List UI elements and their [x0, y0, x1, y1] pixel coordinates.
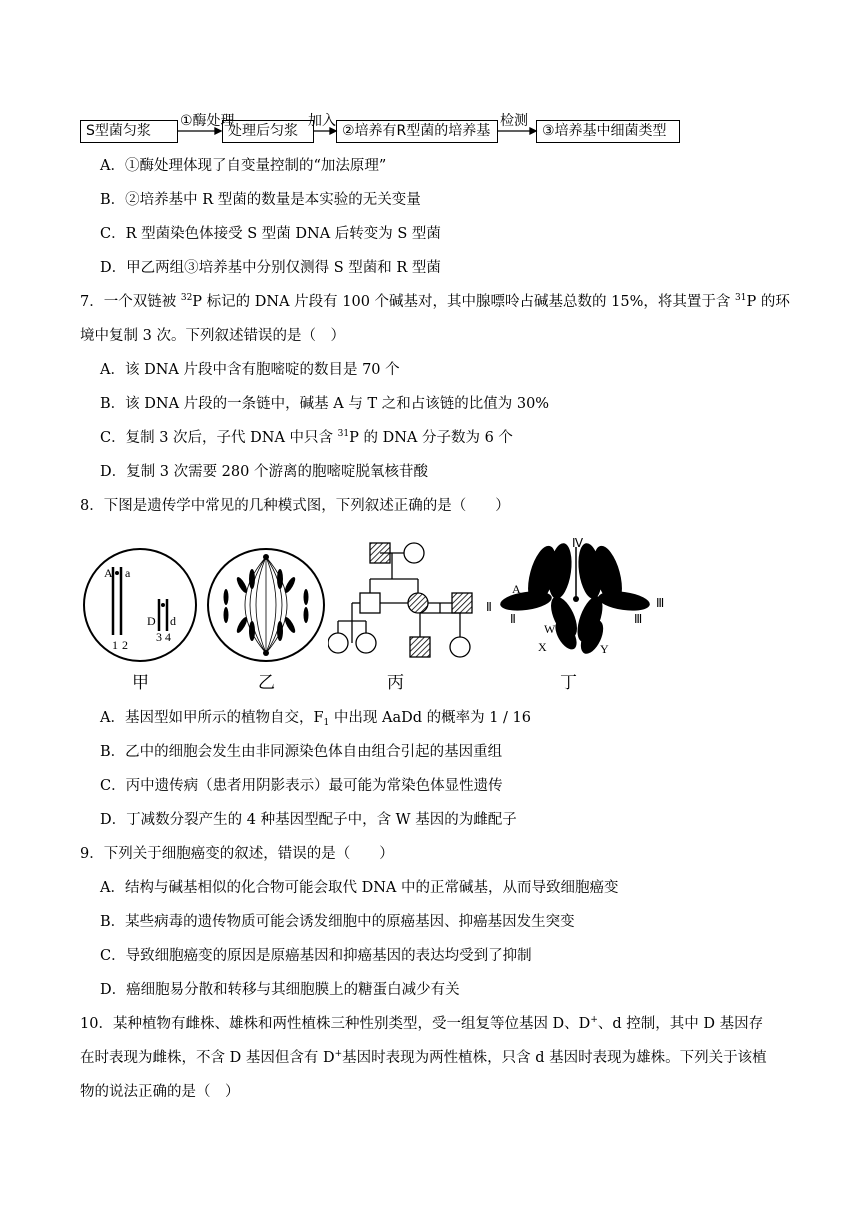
q8-option-b: B．乙中的细胞会发生由非同源染色体自由组合引起的基因重组 [100, 744, 503, 760]
q8-stem: 8．下图是遗传学中常见的几种模式图，下列叙述正确的是（ ） [80, 498, 510, 514]
figure-yi-cell [204, 545, 328, 665]
figure-jia-cell [80, 545, 200, 665]
q8-option-c: C．丙中遗传病（患者用阴影表示）最可能为常染色体显性遗传 [100, 778, 503, 794]
flow-arrow-label-enzyme: ①酶处理 [180, 113, 235, 129]
ding-label-Y: Y [600, 642, 609, 656]
ding-label-a: a [554, 596, 560, 610]
ding-label-II-a: Ⅱ [486, 600, 492, 614]
jia-label-2: 2 [122, 638, 128, 652]
ding-label-III-a: Ⅲ [656, 596, 665, 610]
q7-stem-line1: 7．一个双链被 $^{32}$P 标记的 DNA 片段有 100 个碱基对，其中腺嘌呤占碱基总数的 15%，将其置于含 $^{31}$P 的环 [80, 293, 790, 310]
q8-option-a: A．基因型如甲所示的植物自交，$F_1$ 中出现 AaDd 的概率为 1 / 16 [100, 710, 532, 728]
q7-option-d: D．复制 3 次需要 280 个游离的胞嘧啶脱氧核苷酸 [100, 464, 428, 480]
flow-arrow-label-detect: 检测 [500, 113, 528, 129]
q9-option-b: B．某些病毒的遗传物质可能会诱发细胞中的原癌基因、抑癌基因发生突变 [100, 914, 575, 930]
figure-ding-chromosomes [480, 535, 680, 665]
figure-bing-pedigree [328, 535, 480, 665]
q10-stem-line1: 10．某种植物有雌株、雄株和两性植株三种性别类型，受一组复等位基因 D、D+、d 控制，其中 D 基因存 [80, 1015, 764, 1032]
jia-label-a: a [125, 566, 131, 580]
ding-label-II-b: Ⅱ [510, 612, 516, 626]
q9-option-c: C．导致细胞癌变的原因是原癌基因和抑癌基因的表达均受到了抑制 [100, 948, 532, 964]
figure-label-ding: 丁 [560, 673, 577, 693]
flow-box-s-strain: S型菌匀浆 [80, 120, 178, 143]
ding-label-W: W [544, 622, 556, 636]
jia-label-1: 1 [112, 638, 118, 652]
q6-option-d: D．甲乙两组③培养基中分别仅测得 S 型菌和 R 型菌 [100, 260, 441, 276]
q8-option-d: D．丁减数分裂产生的 4 种基因型配子中，含 W 基因的为雌配子 [100, 812, 517, 828]
flow-box-medium: ②培养有R型菌的培养基 [336, 120, 498, 143]
jia-label-D: D [147, 614, 156, 628]
q9-option-a: A．结构与碱基相似的化合物可能会取代 DNA 中的正常碱基，从而导致细胞癌变 [100, 880, 619, 896]
q7-option-c: C．复制 3 次后，子代 DNA 中只含 $^{31}$P 的 DNA 分子数为 6 个 [100, 429, 513, 446]
figure-label-bing: 丙 [387, 673, 404, 693]
q7-stem-line2: 境中复制 3 次。下列叙述错误的是（ ） [80, 328, 345, 344]
q6-option-b: B．②培养基中 R 型菌的数量是本实验的无关变量 [100, 192, 421, 208]
flow-arrow-label-add: 加入 [308, 113, 336, 129]
flow-box-treated: 处理后匀浆 [222, 120, 314, 143]
q9-stem: 9．下列关于细胞癌变的叙述，错误的是（ ） [80, 846, 394, 862]
flow-arrows [80, 110, 680, 150]
jia-label-4: 4 [165, 630, 171, 644]
ding-label-III-b: Ⅲ [634, 612, 643, 626]
q6-option-a: A．①酶处理体现了自变量控制的“加法原理” [100, 158, 387, 174]
ding-label-X: X [538, 640, 547, 654]
q9-option-d: D．癌细胞易分散和转移与其细胞膜上的糖蛋白减少有关 [100, 982, 460, 998]
figure-label-jia: 甲 [132, 673, 149, 693]
q7-option-a: A．该 DNA 片段中含有胞嘧啶的数目是 70 个 [100, 362, 400, 378]
q6-option-c: C．R 型菌染色体接受 S 型菌 DNA 后转变为 S 型菌 [100, 226, 441, 242]
jia-label-d: d [170, 614, 176, 628]
jia-label-A: A [104, 566, 113, 580]
jia-label-3: 3 [156, 630, 162, 644]
ding-label-A: A [512, 582, 521, 596]
q7-option-b: B．该 DNA 片段的一条链中，碱基 A 与 T 之和占该链的比值为 30% [100, 396, 550, 412]
q10-stem-line3: 物的说法正确的是（ ） [80, 1084, 240, 1100]
q10-stem-line2: 在时表现为雌株，不含 D 基因但含有 D+基因时表现为两性植株，只含 d 基因时表现为雄株。下列关于该植 [80, 1049, 767, 1066]
figure-label-yi: 乙 [258, 673, 275, 693]
flow-box-result: ③培养基中细菌类型 [536, 120, 680, 143]
ding-label-IV: Ⅳ [572, 536, 584, 550]
